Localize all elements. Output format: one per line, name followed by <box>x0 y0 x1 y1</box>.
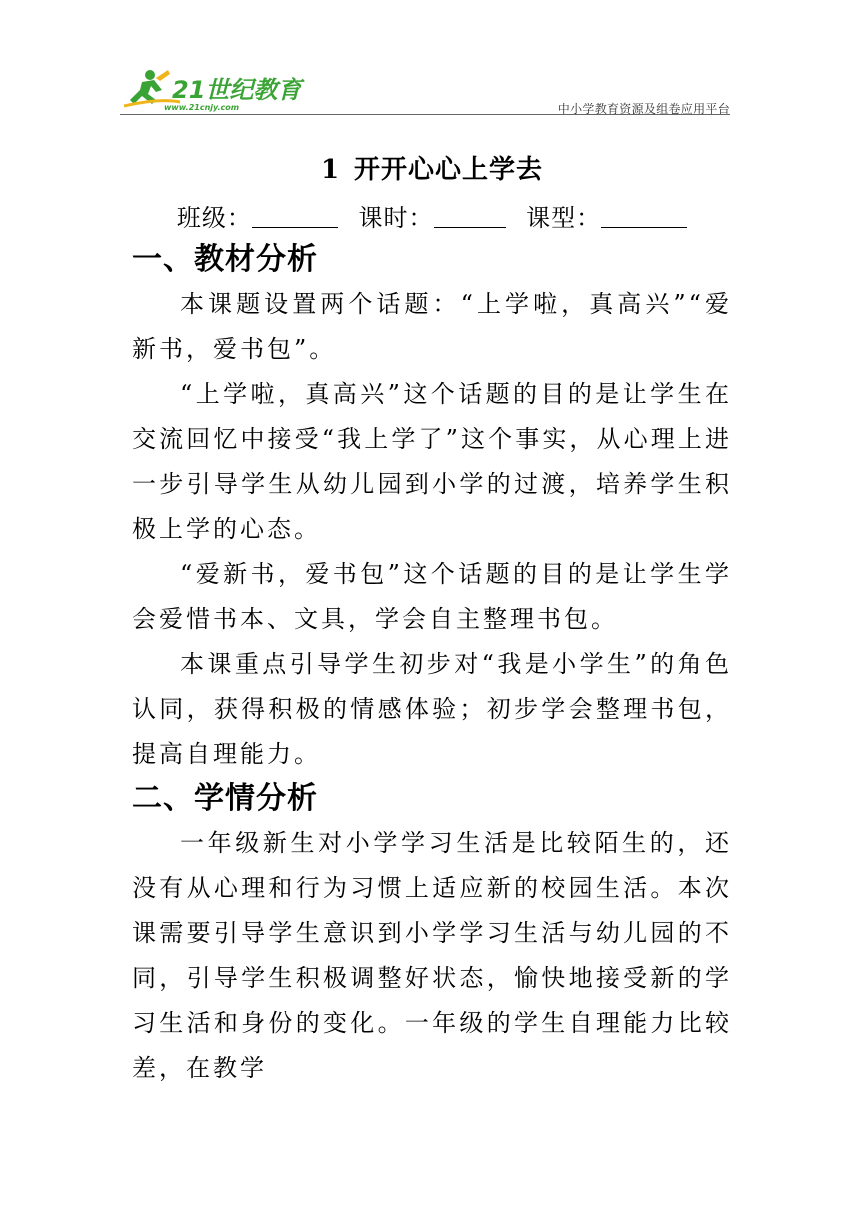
paragraph: “爱新书，爱书包”这个话题的目的是让学生学会爱惜书本、文具，学会自主整理书包。 <box>132 560 732 633</box>
runner-logo-icon <box>120 66 320 114</box>
header-divider <box>120 114 730 115</box>
paragraph: 本课题设置两个话题：“上学啦，真高兴”“爱新书，爱书包”。 <box>132 290 732 363</box>
period-blank <box>434 203 506 228</box>
paragraph: 一年级新生对小学学习生活是比较陌生的，还没有从心理和行为习惯上适应新的校园生活。本次课需要引导学生意识到小学学习生活与幼儿园的不同，引导学生积极调整好状态，愉快地接受新的学习生活和身份的变化。一年级的学生自理能力比较差，在教学 <box>132 829 732 1082</box>
period-field <box>359 204 506 232</box>
logo-url-text: www.21cnjy.com <box>164 103 240 112</box>
lesson-meta-line <box>132 198 732 238</box>
platform-label: 中小学教育资源及组卷应用平台 <box>557 102 730 116</box>
logo <box>120 66 320 114</box>
section-heading: 二、学情分析 <box>132 781 318 816</box>
class-field <box>177 204 338 232</box>
class-blank <box>252 203 338 228</box>
document-body <box>132 150 732 1091</box>
type-blank <box>601 203 687 228</box>
page-header <box>120 60 730 116</box>
type-field <box>526 204 687 232</box>
period-label: 课时： <box>358 204 434 232</box>
lesson-number: 1 <box>320 155 341 185</box>
paragraph: 本课重点引导学生初步对“我是小学生”的角色认同，获得积极的情感体验；初步学会整理书包，提高自理能力。 <box>132 650 732 768</box>
type-label: 课型： <box>526 204 602 232</box>
lesson-title-text: 开开心心上学去 <box>354 155 544 185</box>
section-heading: 一、教材分析 <box>132 242 318 277</box>
logo-brand-text: 21世纪教育 <box>172 76 302 104</box>
class-label: 班级： <box>176 204 252 232</box>
lesson-title <box>132 150 732 190</box>
paragraph: “上学啦，真高兴”这个话题的目的是让学生在交流回忆中接受“我上学了”这个事实，从心理上进一步引导学生从幼儿园到小学的过渡，培养学生积极上学的心态。 <box>132 380 732 543</box>
